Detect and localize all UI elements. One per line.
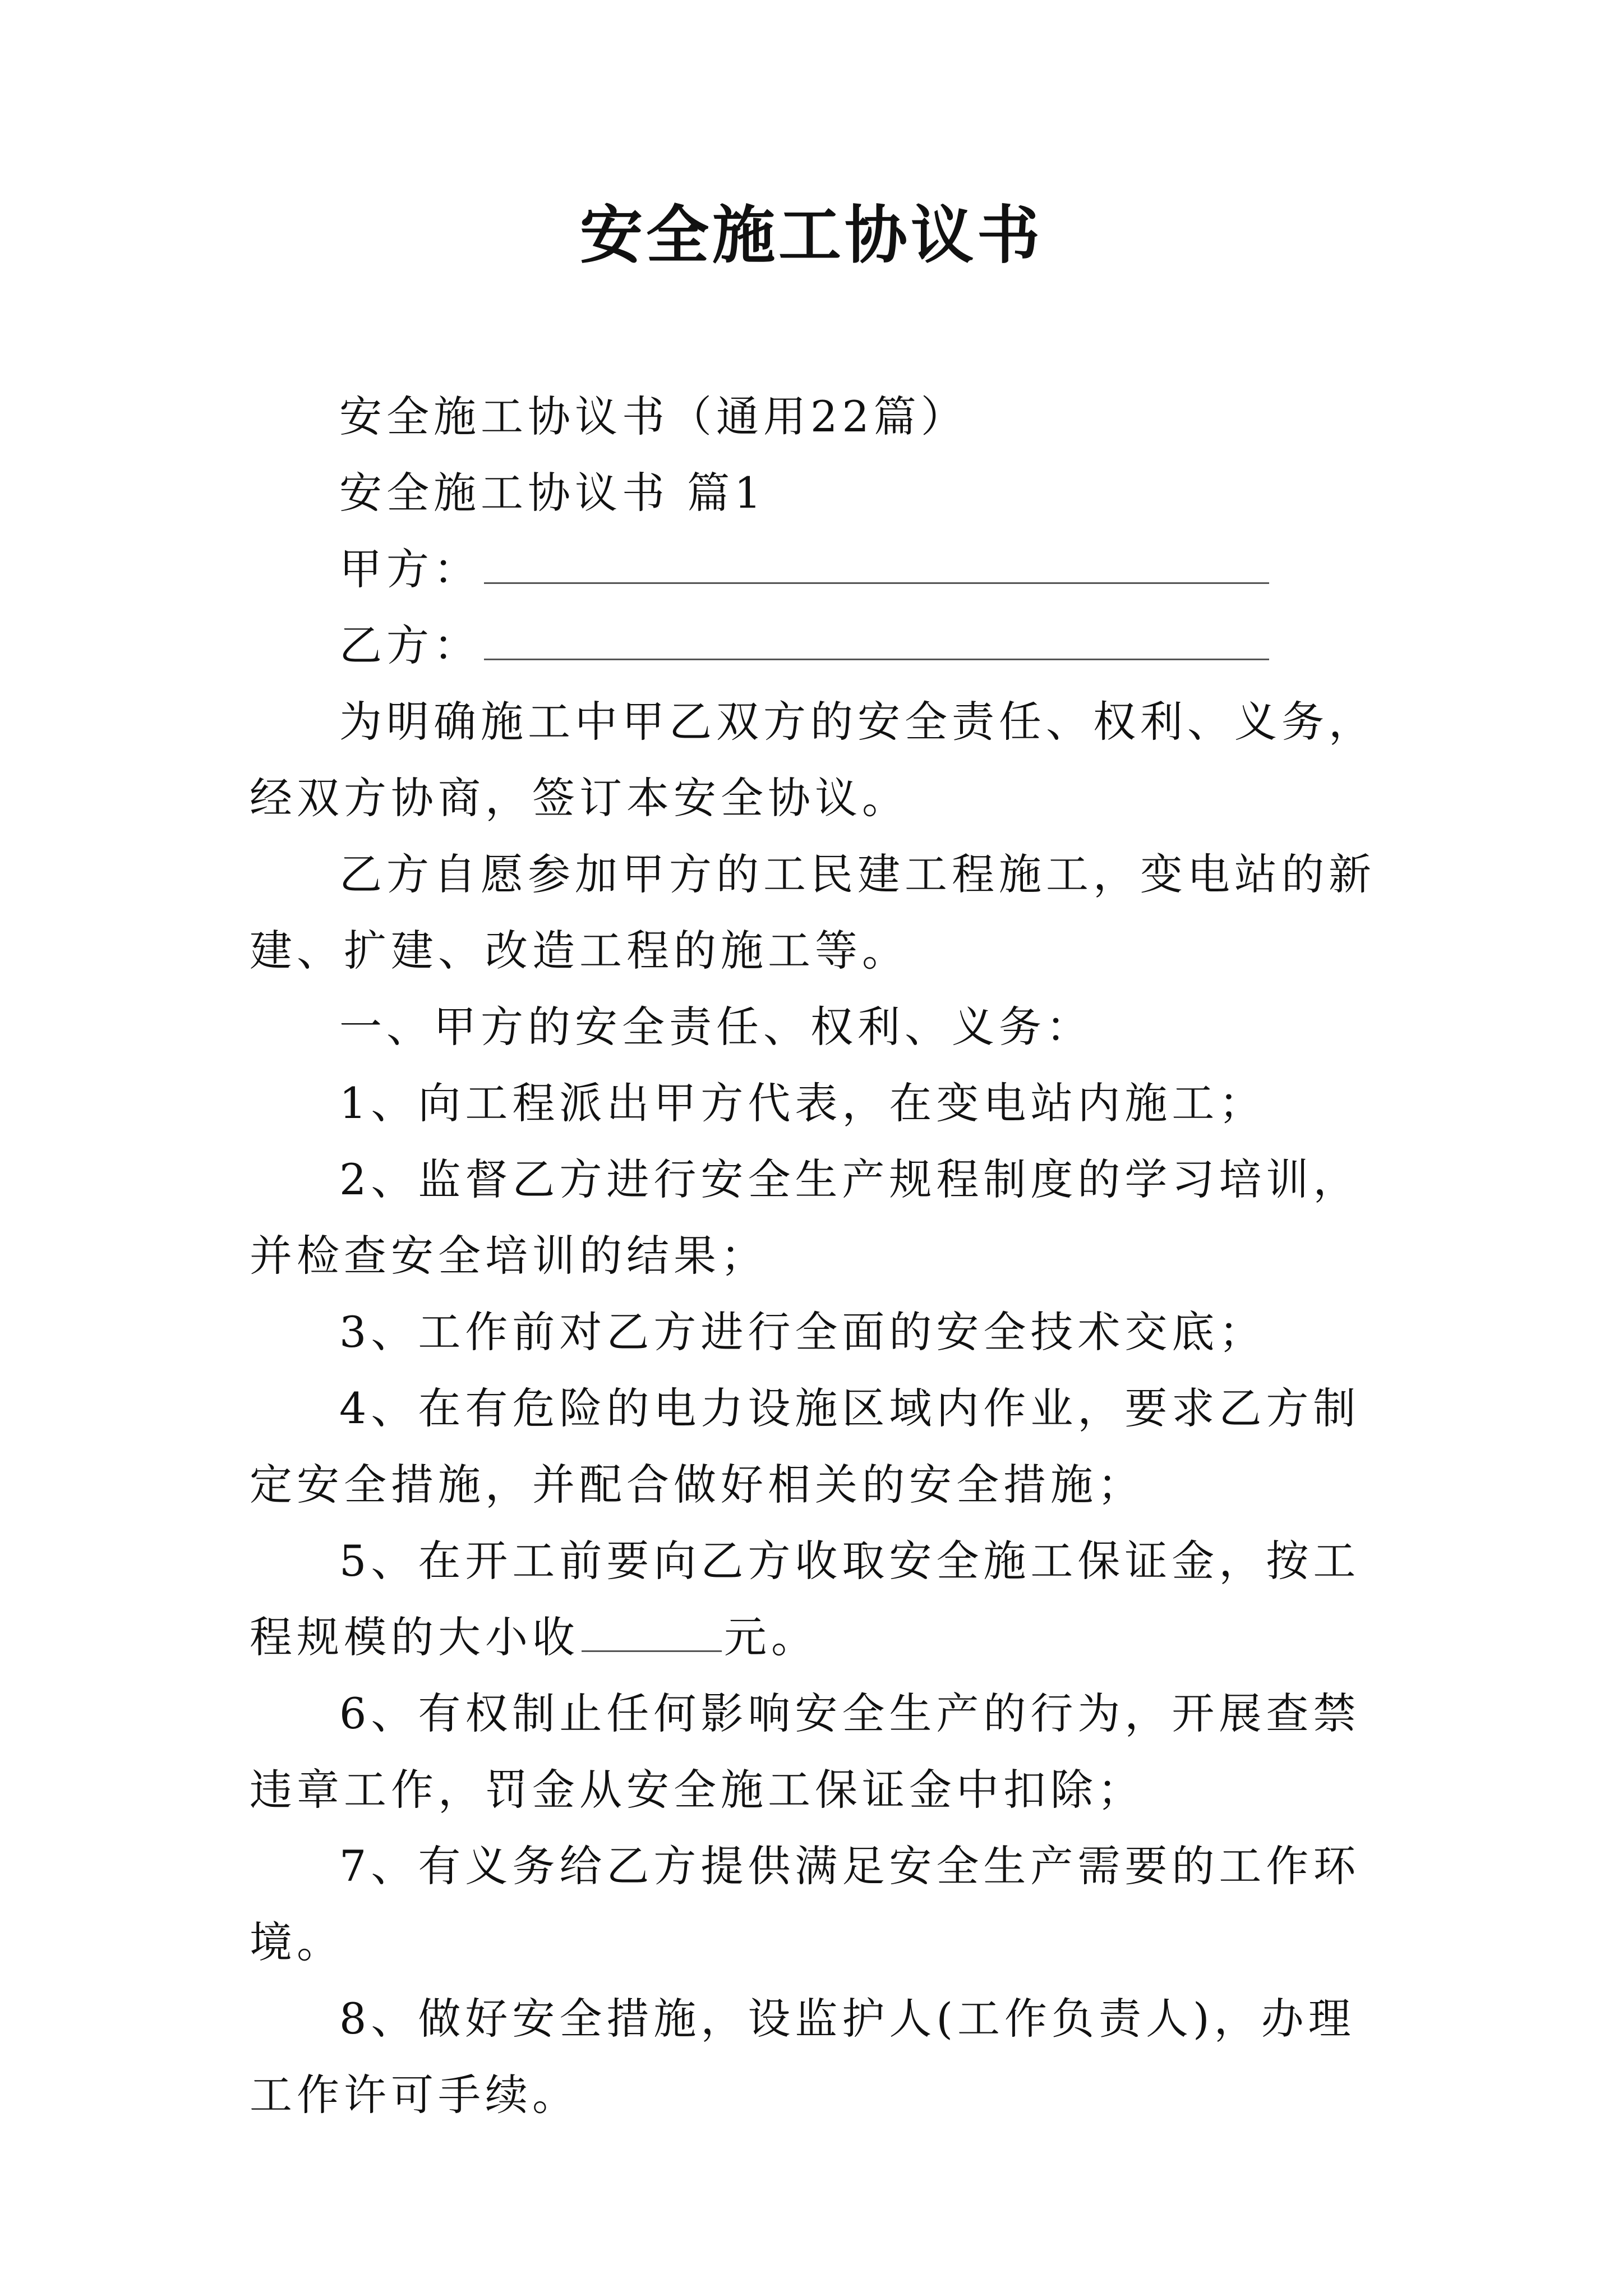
item-5-unit: 元。 bbox=[724, 1612, 818, 1662]
item-5 bbox=[250, 1523, 1394, 1676]
party-b-line bbox=[250, 608, 1394, 684]
party-b-label: 乙方： bbox=[339, 620, 481, 670]
document-title: 安全施工协议书 bbox=[580, 199, 1043, 272]
subtitle: 安全施工协议书（通用22篇） bbox=[339, 392, 968, 441]
section-heading: 安全施工协议书 篇1 bbox=[339, 468, 766, 518]
scope-paragraph: 乙方自愿参加甲方的工民建工程施工，变电站的新建、扩建、改造工程的施工等。 bbox=[250, 849, 1376, 976]
deposit-amount-blank bbox=[582, 1611, 722, 1652]
item-4: 4、在有危险的电力设施区域内作业，要求乙方制定安全措施，并配合做好相关的安全措施； bbox=[250, 1383, 1361, 1510]
party-a-label: 甲方： bbox=[339, 544, 481, 594]
item-6: 6、有权制止任何影响安全生产的行为，开展查禁违章工作，罚金从安全施工保证金中扣除； bbox=[250, 1688, 1361, 1815]
party-a-blank bbox=[484, 543, 1269, 584]
intro-paragraph: 为明确施工中甲乙双方的安全责任、权利、义务，经双方协商，签订本安全协议。 bbox=[250, 697, 1376, 823]
item-1: 1、向工程派出甲方代表，在变电站内施工； bbox=[339, 1078, 1266, 1128]
item-7: 7、有义务给乙方提供满足安全生产需要的工作环境。 bbox=[250, 1841, 1361, 1967]
item-3: 3、工作前对乙方进行全面的安全技术交底； bbox=[339, 1307, 1266, 1357]
item-2: 2、监督乙方进行安全生产规程制度的学习培训，并检查安全培训的结果； bbox=[250, 1154, 1361, 1281]
item-5-text: 5、在开工前要向乙方收取安全施工保证金，按工程规模的大小收 bbox=[250, 1536, 1361, 1662]
party-a-line bbox=[250, 531, 1394, 608]
section-one-heading: 一、甲方的安全责任、权利、义务： bbox=[339, 1002, 1093, 1052]
party-b-blank bbox=[484, 619, 1269, 660]
item-8: 8、做好安全措施，设监护人(工作负责人)，办理工作许可手续。 bbox=[250, 1994, 1355, 2120]
document-body bbox=[250, 379, 1394, 2133]
